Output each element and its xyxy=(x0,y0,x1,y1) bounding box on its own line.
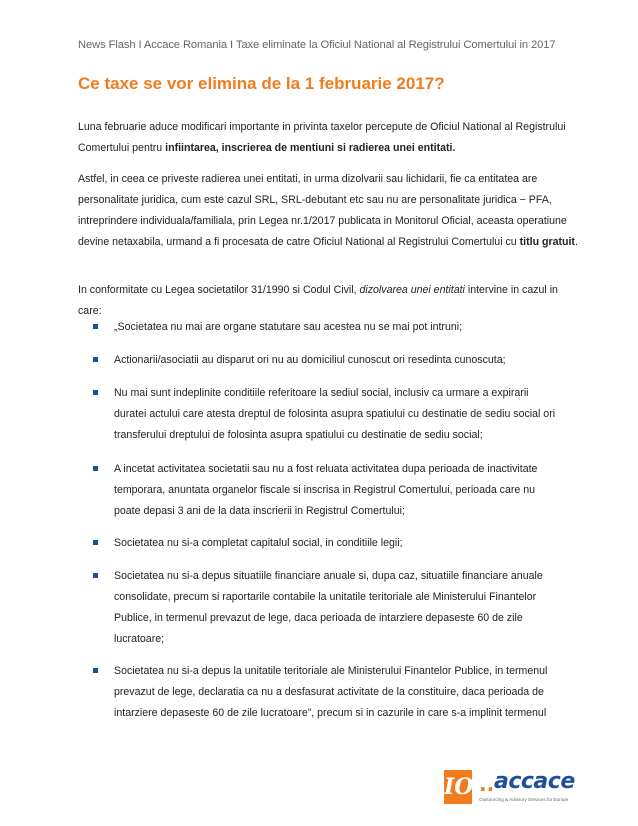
list-item xyxy=(97,459,557,522)
list-item-text: Actionarii/asociatii au disparut ori nu au domiciliul cunoscut ori resedinta cunoscuta; xyxy=(114,354,506,366)
logo-tagline: Outsourcing & Advisory Services for Europe xyxy=(479,797,569,802)
square-bullet-icon xyxy=(93,540,98,545)
list-item xyxy=(97,661,557,724)
page-title: Ce taxe se vor elimina de la 1 februarie 2017? xyxy=(78,74,445,93)
paragraph-dizolvare-text: In conformitate cu Legea societatilor 31/1990 si Codul Civil, xyxy=(78,284,360,296)
paragraph-dizolvare-italic: dizolvarea unei entitati xyxy=(359,284,465,296)
list-item-text: „Societatea nu mai are organe statutare sau acestea nu se mai pot intruni; xyxy=(114,321,463,333)
list-item xyxy=(97,350,557,371)
paragraph-intro-bold: infiintarea, inscrierea de mentiuni si radierea unei entitati. xyxy=(165,142,456,154)
square-bullet-icon xyxy=(93,390,98,395)
paragraph-intro xyxy=(78,117,580,159)
paragraph-intro-text: Luna februarie aduce modificari importante in privinta taxelor percepute de Oficiul National al Registrului Comertului pentru xyxy=(78,121,566,154)
paragraph-dizolvare xyxy=(78,280,580,322)
logo-mark: IO xyxy=(444,770,472,804)
list-item-text: Societatea nu si-a depus la unitatile teritoriale ale Ministerului Finantelor Publice, in termenul prevazut de lege, declaratia ca nu a desfasurat activitate de la constituire, daca perioada de intarziere depaseste 60 de zile lucratoare”, precum si in cazurile in care s-a implinit termenul xyxy=(114,665,548,719)
paragraph-radiere-text: Astfel, in ceea ce priveste radierea unei entitati, in urma dizolvarii sau lichidarii, fie ca entitatea are personalitate juridica, cum este cazul SRL, SRL-debutant etc sau nu are personalitate juridica − PFA, intreprindere individuala/familiala, prin Legea nr.1/2017 publicata in Monitorul Oficial, aceasta operatiune devine netaxabila, urmand a fi procesata de catre Oficiul National al Registrului Comertului cu xyxy=(78,173,567,248)
list-item-text: A incetat activitatea societatii sau nu a fost reluata activitatea dupa perioada de inactivitate temporara, anuntata organelor fiscale si inscrisa in Registrul Comertului, perioada care nu poate depasi 3 ani de la data inscrierii in Registrul Comertului; xyxy=(114,463,538,517)
header-breadcrumb: News Flash I Accace Romania I Taxe eliminate la Oficiul National al Registrului Comertului in 2017 xyxy=(78,39,556,51)
logo-name: accace xyxy=(494,769,575,794)
square-bullet-icon xyxy=(93,466,98,471)
list-item-text: Societatea nu si-a depus situatiile financiare anuale si, dupa caz, situatiile financiare anuale consolidate, precum si raportarile contabile la unitatile teritoriale ale Ministerului Finantelor Publice, in termenul prevazut de lege, daca perioada de intarziere depaseste 60 de zile lucratoare; xyxy=(114,570,543,645)
paragraph-radiere-end: . xyxy=(574,236,578,248)
list-item xyxy=(97,383,557,446)
paragraph-dizolvare-end: intervine in cazul in care: xyxy=(78,284,558,317)
accace-logo xyxy=(444,768,574,806)
square-bullet-icon xyxy=(93,324,98,329)
list-item xyxy=(97,533,557,554)
list-item xyxy=(97,566,557,650)
list-item xyxy=(97,317,557,338)
logo-dots: .. xyxy=(479,772,495,796)
list-item-text: Societatea nu si-a completat capitalul social, in conditiile legii; xyxy=(114,537,403,549)
square-bullet-icon xyxy=(93,357,98,362)
square-bullet-icon xyxy=(93,573,98,578)
list-item-text: Nu mai sunt indeplinite conditiile referitoare la sediul social, inclusiv ca urmare a expirarii duratei actului care atesta dreptul de folosinta asupra spatiului cu destinatie de sediu social ori transferului dreptului de folosinta asupra spatiului cu destinatie de sediu social; xyxy=(114,387,556,441)
paragraph-radiere-bold: titlu gratuit xyxy=(519,236,575,248)
square-bullet-icon xyxy=(93,668,98,673)
paragraph-radiere xyxy=(78,169,580,253)
